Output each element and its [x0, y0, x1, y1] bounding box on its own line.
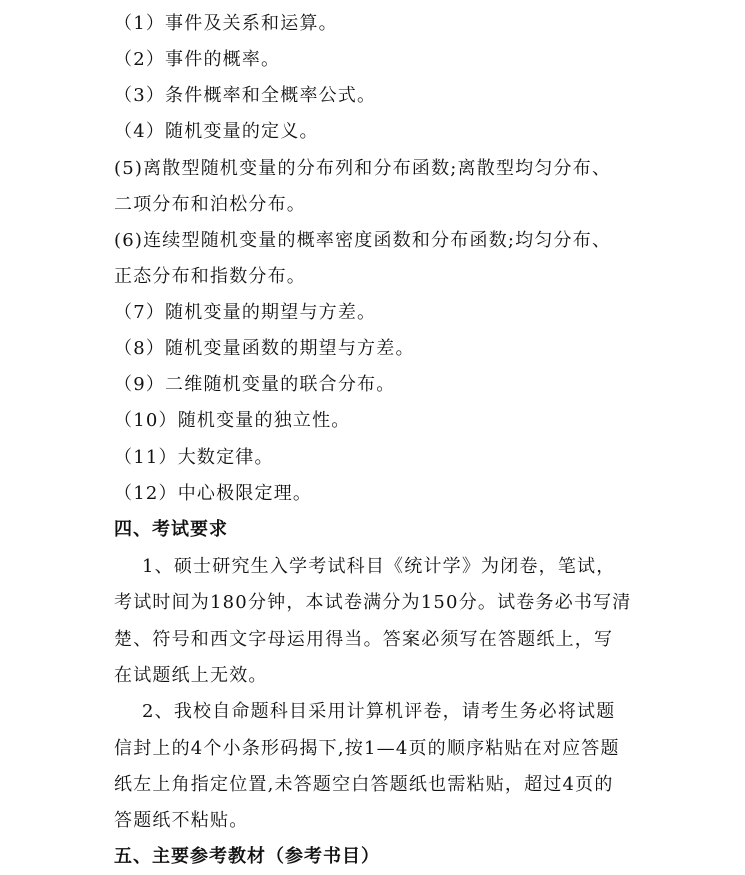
list-item: （9）二维随机变量的联合分布。: [114, 374, 396, 395]
list-item: （1）事件及关系和运算。: [114, 13, 338, 34]
list-item: （2）事件的概率。: [114, 49, 281, 70]
list-item: (6)连续型随机变量的概率密度函数和分布函数;均匀分布、: [114, 230, 612, 251]
paragraph-line: 纸左上角指定位置,未答题空白答题纸也需粘贴，超过4页的: [114, 774, 614, 795]
list-item: （8）随机变量函数的期望与方差。: [114, 338, 415, 359]
section-heading: 五、主要参考教材（参考书目）: [114, 846, 380, 867]
paragraph-line: 1、硕士研究生入学考试科目《统计学》为闭卷，笔试，: [142, 556, 616, 577]
paragraph-line: 在试题纸上无效。: [114, 665, 268, 686]
section-heading: 四、考试要求: [114, 519, 228, 540]
list-item: (5)离散型随机变量的分布列和分布函数;离散型均匀分布、: [114, 158, 612, 179]
paragraph-line: 考试时间为180分钟，本试卷满分为150分。试卷务必书写清: [114, 592, 632, 613]
list-item: （7）随机变量的期望与方差。: [114, 302, 377, 323]
list-item: （12）中心极限定理。: [114, 483, 313, 504]
paragraph-line: 答题纸不粘贴。: [114, 810, 249, 831]
list-item: （3）条件概率和全概率公式。: [114, 85, 377, 106]
paragraph-line: 2、我校自命题科目采用计算机评卷，请考生务必将试题: [142, 701, 616, 722]
list-item-continuation: 正态分布和指数分布。: [114, 266, 306, 287]
paragraph-line: 楚、符号和西文字母运用得当。答案必须写在答题纸上，写: [114, 629, 614, 650]
list-item-continuation: 二项分布和泊松分布。: [114, 194, 306, 215]
list-item: （11）大数定律。: [114, 447, 274, 468]
list-item: （10）随机变量的独立性。: [114, 410, 351, 431]
list-item: （4）随机变量的定义。: [114, 121, 319, 142]
paragraph-line: 信封上的4个小条形码揭下,按1—4页的顺序粘贴在对应答题: [114, 738, 620, 759]
